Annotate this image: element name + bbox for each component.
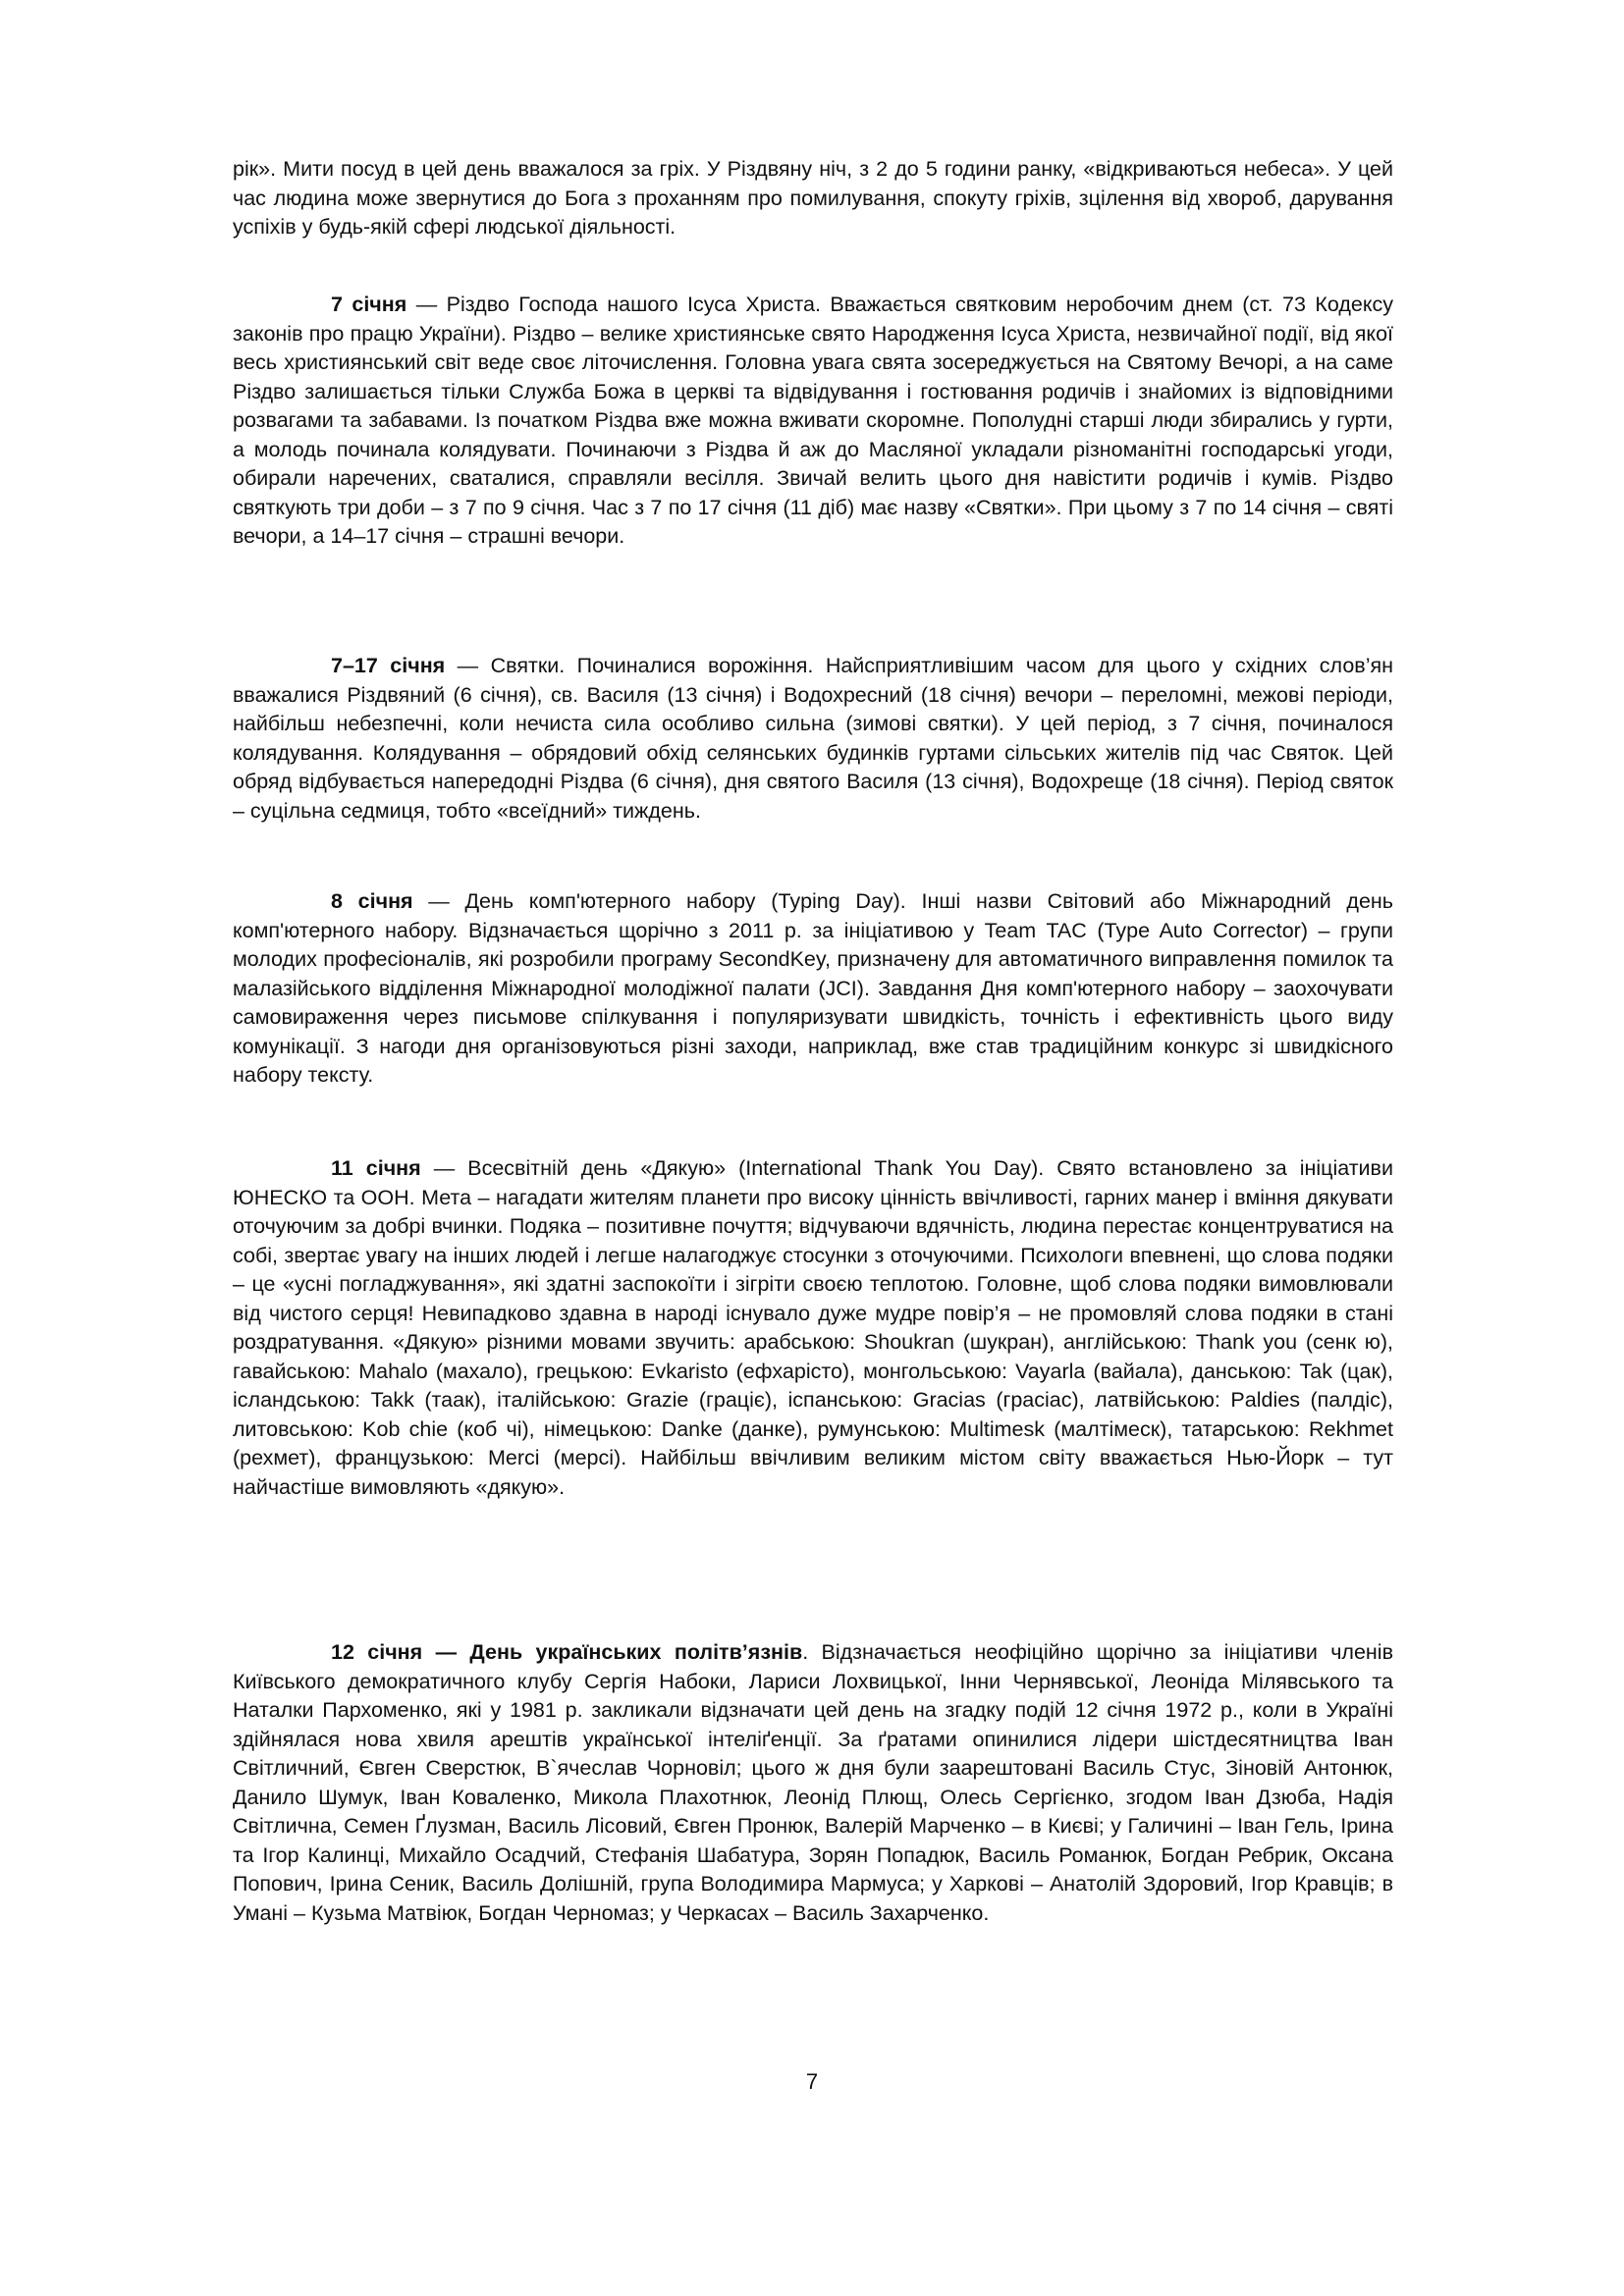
entry-date: 7 січня bbox=[331, 293, 407, 316]
paragraph bbox=[233, 652, 1393, 826]
text-block bbox=[233, 155, 1393, 242]
entry-jan-8 bbox=[233, 887, 1393, 1091]
paragraph-body: рік». Мити посуд в цей день вважалося за гріх. У Різдвяну ніч, з 2 до 5 години ранку, «відкриваються небеса». У цей час людина може звернутися до Бога з проханням про помилування, спокуту гріхів, зцілення від хвороб, дарування успіхів у будь-якій сфері людської діяльності. bbox=[233, 157, 1393, 239]
entry-jan-11 bbox=[233, 1154, 1393, 1502]
paragraph bbox=[233, 1638, 1393, 1928]
entry-body: — Різдво Господа нашого Ісуса Христа. Вважається святковим неробочим днем (ст. 73 Кодексу законів про працю України). Різдво – велике християнське свято Народження Ісуса Христа, незвичайної події, від якої весь християнський світ веде своє літочислення. Головна увага свята зосереджується на Святому Вечорі, а на саме Різдво залишається тільки Служба Божа в церкві та відвідування і гостювання родичів і знайомих із відповідними розвагами та забавами. Із початком Різдва вже можна вживати скоромне. Пополудні старші люди збирались у гурти, а молодь починала колядувати. Починаючи з Різдва й аж до Масляної укладали різноманітні господарські угоди, обирали наречених, сваталися, справляли весілля. Звичай велить цього дня навістити родичів і кумів. Різдво святкують три доби – з 7 по 9 січня. Час з 7 по 17 січня (11 діб) має назву «Святки». При цьому з 7 по 14 січня – святі вечори, а 14–17 січня – страшні вечори. bbox=[233, 293, 1394, 548]
entry-jan-12 bbox=[233, 1638, 1393, 1928]
entry-jan-7 bbox=[233, 291, 1393, 552]
entry-date: 7–17 січня bbox=[331, 654, 446, 677]
entry-date: 8 січня bbox=[331, 889, 413, 913]
entry-date: 11 січня bbox=[331, 1156, 421, 1180]
entry-date: 12 січня bbox=[331, 1640, 423, 1664]
entry-title: — День українських політв’язнів bbox=[422, 1640, 803, 1664]
entry-body: — Всесвітній день «Дякую» (International Thank You Day). Свято встановлено за ініціативи ЮНЕСКО та ООН. Мета – нагадати жителям планети про високу цінність ввічливості, гарних манер і вміння дякувати оточуючим за добрі вчинки. Подяка – позитивне почуття; відчуваючи вдячність, людина перестає концентруватися на собі, звертає увагу на інших людей і легше налагоджує стосунки з оточуючими. Психологи впевнені, що слова подяки – це «усні погладжування», які здатні заспокоїти і зігріти своєю теплотою. Головне, щоб слова подяки вимовлювали від чистого серця! Невипадково здавна в народі існувало дуже мудре повір’я – не промовляй слова подяки в стані роздратування. «Дякую» різними мовами звучить: арабською: Shoukran (шукран), англійською: Thank you (сенк ю), гавайською: Mahalo (махало), грецькою: Evkaristo (ефхарісто), монгольською: Vayarla (вайала), данською: Tak (цак), ісландською: Takk (таак), італійською: Grazie (граціє), іспанською: Gracias (грасіас), латвійською: Paldies (палдіс), литовською: Kob chie (коб чі), німецькою: Danke (данке), румунською: Multimesk (малтімеск), татарською: Rekhmet (рехмет), французькою: Merci (мерсі). Найбільш ввічливим великим містом світу вважається Нью-Йорк – тут найчастіше вимовляють «дякую». bbox=[233, 1156, 1393, 1499]
paragraph bbox=[233, 887, 1393, 1091]
entry-body: — Святки. Починалися ворожіння. Найсприятливішим часом для цього у східних слов’ян вважалися Різдвяний (6 січня), св. Василя (13 січня) і Водохресний (18 січня) вечори – переломні, межові періоди, найбільш небезпечні, коли нечиста сила особливо сильна (зимові святки). У цей період, з 7 січня, починалося колядування. Колядування – обрядовий обхід селянських будинків гуртами сільських жителів під час Святок. Цей обряд відбувається напередодні Різдва (6 січня), дня святого Василя (13 січня), Водохреще (18 січня). Період святок – суцільна седмиця, тобто «всеїдний» тиждень. bbox=[233, 654, 1393, 823]
page-number: 7 bbox=[805, 2069, 819, 2094]
paragraph bbox=[233, 1154, 1393, 1502]
entry-body: . Відзначається неофіційно щорічно за ініціативи членів Київського демократичного клубу Сергія Набоки, Лариси Лохвицької, Інни Чернявської, Леоніда Мілявського та Наталки Пархоменко, які у 1981 р. закликали відзначати цей день на згадку подій 12 січня 1972 р., коли в Україні здійнялася нова хвиля арештів української інтеліґенції. За ґратами опинилися лідери шістдесятництва Іван Світличний, Євген Сверстюк, В`ячеслав Чорновіл; цього ж дня були заарештовані Василь Стус, Зіновій Антонюк, Данило Шумук, Іван Коваленко, Микола Плахотнюк, Леонід Плющ, Олесь Сергієнко, згодом Іван Дзюба, Надія Світлична, Семен Ґлузман, Василь Лісовий, Євген Пронюк, Валерій Марченко – в Києві; у Галичині – Іван Гель, Ірина та Ігор Калинці, Михайло Осадчий, Стефанія Шабатура, Зорян Попадюк, Василь Романюк, Богдан Ребрик, Оксана Попович, Ірина Сеник, Василь Долішній, група Володимира Мармуса; у Харкові – Анатолій Здоровий, Ігор Кравців; в Умані – Кузьма Матвіюк, Богдан Черномаз; у Черкасах – Василь Захарченко. bbox=[233, 1640, 1393, 1925]
paragraph-continuation bbox=[233, 155, 1393, 242]
paragraph bbox=[233, 291, 1393, 552]
entry-body: — День комп'ютерного набору (Typing Day). Інші назви Світовий або Міжнародний день комп'ютерного набору. Відзначається щорічно з 2011 р. за ініціативою у Team TAC (Type Auto Corrector) – групи молодих професіоналів, які розробили програму SecondKey, призначену для автоматичного виправлення помилок та малазійського відділення Міжнародної молодіжної палати (JCI). Завдання Дня комп'ютерного набору – заохочувати самовираження через письмове спілкування і популяризувати швидкість, точність і ефективність цього виду комунікації. З нагоди дня організовуються різні заходи, наприклад, вже став традиційним конкурс зі швидкісного набору тексту. bbox=[233, 889, 1394, 1087]
entry-jan-7-17 bbox=[233, 652, 1393, 826]
